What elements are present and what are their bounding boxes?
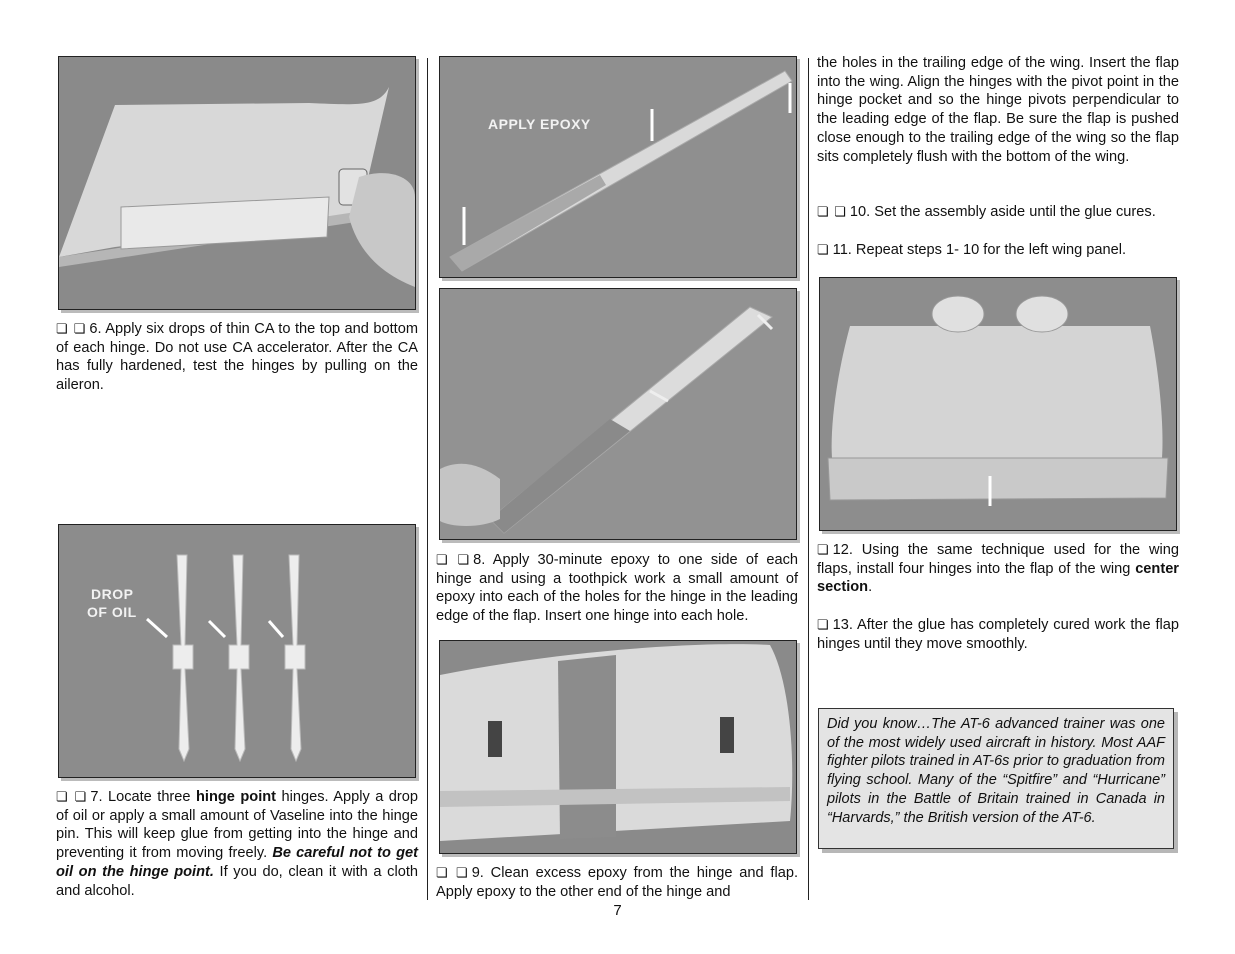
step-12-post: . [868,579,873,596]
step-11-checkbox[interactable]: ❏ [817,242,830,257]
step-11-text [817,241,1179,260]
photo-center-section-image [820,278,1176,530]
photo-aileron-ca-image [59,57,415,309]
step-8-text [436,551,798,626]
step-9-checkbox[interactable]: ❏ ❏ [436,865,469,880]
photo-hinge-oil-image [59,525,415,777]
did-you-know-sidebar [818,708,1174,849]
step-7-mid: hinges. Apply a drop of oil or apply a small amount of Vaseline into the hinge pin. This will keep glue from getting into the hinge and preventing it from moving freely. [56,789,418,862]
step-7-post: If you do, clean it with a cloth and alcohol. [56,863,418,899]
photo-label-drop: DROP [91,586,134,602]
step-7-text [56,788,418,900]
column-divider-left [427,58,428,900]
step-10-body: 10. Set the assembly aside until the glue cures. [849,204,1156,220]
photo-center-section [819,277,1177,531]
step-12-bold-term: center section [817,560,1179,596]
step-13-text [817,616,1179,653]
step-10-text [817,203,1179,222]
step-6-text [56,320,418,395]
step-13-body: 13. After the glue has completely cured work the flap hinges until they move smoothly. [817,617,1179,652]
step-8-body: 8. Apply 30-minute epoxy to one side of each hinge and using a toothpick work a small amount of epoxy into each of the holes for the hinge in the leading edge of the flap. Insert one hinge into each hole. [436,552,798,625]
column-divider-right [808,58,809,900]
step-9-continued-text: the holes in the trailing edge of the wing. Insert the flap into the wing. Align the hinges with the pivot point in the hinge pocket and so the hinge pivots perpendicular to the leading edge of the flap. Be sure the flap is pushed close enough to the trailing edge of the wing so the flap sits completely flush with the bottom of the wing. [817,55,1179,165]
page-number: 7 [613,902,622,919]
step-7-warning: Be careful not to get oil on the hinge point. [56,845,418,880]
step-7-pre: 7. Locate three [90,789,196,805]
photo-label-of-oil: OF OIL [87,604,137,620]
step-13-checkbox[interactable]: ❏ [817,617,830,632]
photo-apply-epoxy [439,56,797,278]
photo-wing-panel-image [440,641,796,853]
photo-apply-epoxy-image [440,57,796,277]
step-12-pre: 12. Using the same technique used for the wing flaps, install four hinges into the flap of the wing [817,542,1179,577]
photo-hinge-oil [58,524,416,778]
did-you-know-text: Did you know…The AT-6 advanced trainer was one of the most widely used aircraft in history. Most AAF fighter pilots trained in AT-6s prior to graduation from flying school. Many of the “Spitfire” and “Hurricane” pilots in the Battle of Britain trained in Canada in “Harvards,” the British version of the AT-6. [827,716,1165,826]
step-12-checkbox[interactable]: ❏ [817,542,830,557]
step-8-checkbox[interactable]: ❏ ❏ [436,552,471,567]
step-10-checkbox[interactable]: ❏ ❏ [817,204,847,219]
step-9-text [436,864,798,901]
photo-flap-hinges [439,288,797,540]
step-9-body: 9. Clean excess epoxy from the hinge and flap. Apply epoxy to the other end of the hinge and [436,865,799,900]
step-6-body: 6. Apply six drops of thin CA to the top and bottom of each hinge. Do not use CA accelerator. After the CA has fully hardened, test the hinges by pulling on the aileron. [56,321,418,394]
step-7-bold-term: hinge point [196,789,277,805]
step-6-checkbox[interactable]: ❏ ❏ [56,321,87,336]
photo-aileron-ca [58,56,416,310]
photo-label-apply-epoxy: APPLY EPOXY [488,116,591,132]
photo-flap-hinges-image [440,289,796,539]
photo-wing-panel [439,640,797,854]
step-7-checkbox[interactable]: ❏ ❏ [56,789,88,804]
step-12-text [817,541,1179,597]
step-11-body: 11. Repeat steps 1- 10 for the left wing panel. [832,242,1127,258]
